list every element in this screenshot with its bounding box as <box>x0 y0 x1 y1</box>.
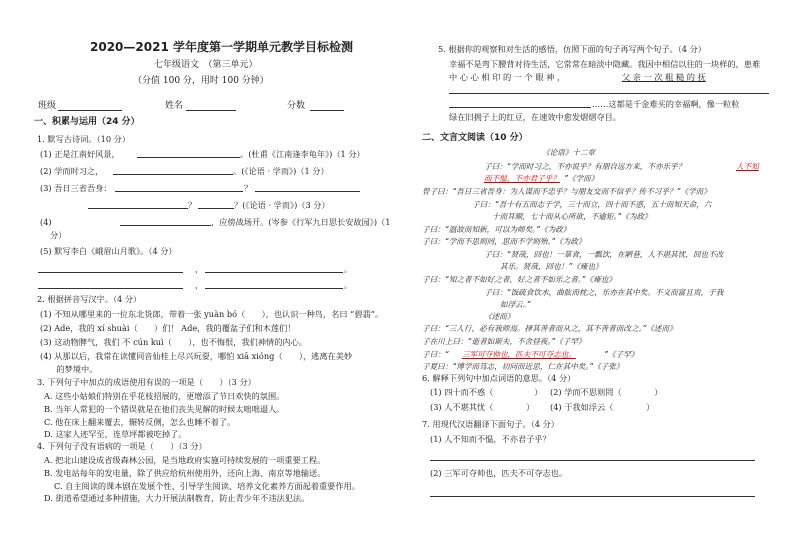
q1-poem-blank4[interactable] <box>205 288 343 289</box>
text-line-3: 子曰：“吾十有五而志于学，三十而立，四十而不惑，五十而知天命，六 <box>472 200 712 209</box>
text-line-3b: 十而耳顺，七十而从心所欲，不逾矩。”《为政》 <box>492 212 652 221</box>
text-line-1: 子曰：“学而时习之，不亦说乎？有朋自远方来，不亦乐乎？ <box>484 162 686 171</box>
name-label: 姓名 <box>165 101 184 111</box>
q1-line3-tail: ？ <box>244 183 253 193</box>
q4-option-c[interactable]: C. 自主阅读的课本剧在发展个性、引导学生阅读、培养文化素养方面起着重要作用。 <box>54 481 360 491</box>
q5-blank2[interactable] <box>449 107 591 108</box>
q3-option-a[interactable]: A. 这些小姑娘们特别在乎花枝招展的，更增添了节日欢快的氛围。 <box>44 391 285 401</box>
text-line-10: 子在川上曰：“逝者如斯夫，不舍昼夜。”《子罕》 <box>422 337 586 346</box>
q2-line4: (4) 从那以后，我常在读懂同音仙桂上尽兴玩耍，哪怕 xiā xióng（ ），逃离在美妙 <box>40 351 353 361</box>
q3-title: 3. 下列句子中加点的成语使用有误的一项是（ ）（3 分） <box>37 377 256 387</box>
text-line-8: 子曰：“饭疏食饮水，曲肱而枕之，乐亦在其中矣。不义而富且贵，于我 <box>484 288 724 297</box>
q1-line2-tail: 。(《论语 · 学而》)（1 分） <box>233 166 329 176</box>
q1-poem-period1: 。 <box>344 264 353 274</box>
q5-line2b: 父 亲 一 次 粗 糙 的 抚 <box>622 72 706 82</box>
q3-option-c[interactable]: C. 他在床上翻来覆去，辗转反侧，怎么也睡不着了。 <box>44 417 236 427</box>
q7-title: 7. 用现代汉语翻译下面句子。（4 分） <box>422 419 559 429</box>
q5-blank1[interactable] <box>449 93 769 94</box>
text-line-5: 子曰：“学而不思则罔，思而不学则殆。”《为政》 <box>422 237 586 246</box>
q4-option-b[interactable]: B. 发电站每年的发电量，除了供应给杭州使用外，还向上海、南京等地输送。 <box>44 468 326 478</box>
q6-item-1[interactable]: (1) 四十而不惑（ ） <box>430 387 543 397</box>
exam-subject: 七年级语文 （第三单元） <box>154 60 258 70</box>
q7-item-2: (2) 三军可夺帅也，匹夫不可夺志也。 <box>430 468 568 478</box>
class-label: 班级 <box>38 101 57 111</box>
q1-poem-blank1[interactable] <box>38 272 183 273</box>
text-line-9: 子曰：“三人行，必有我师焉。择其善者而从之，其不善者而改之。”《述而》 <box>422 324 677 333</box>
q1-line6: (5) 默写李白《峨眉山月歌》。（4 分） <box>40 246 177 256</box>
text-line-1c: ”《学而》 <box>564 174 599 183</box>
q1-blank2[interactable] <box>113 174 233 175</box>
q6-item-3[interactable]: (3) 人不堪其忧（ ） <box>430 402 535 412</box>
q5-line5: 绿在旧拥子上的红豆，在速效中愈发熠熠夺目。 <box>449 112 621 122</box>
q2-line1: (1) 不知从哪里来的一位东北货郎，带着一张 yuàn bó（ ），也认识一种鸟，名曰 “碧翡”。 <box>40 309 384 319</box>
class-blank[interactable] <box>58 110 122 111</box>
text-line-8b: 如浮云。” <box>500 300 531 309</box>
q1-line1: (1) 正是江南好风景， <box>40 149 120 159</box>
q1-line4-tail: ？(《论语 · 学而》)（3 分） <box>234 200 330 210</box>
q1-blank5[interactable] <box>88 208 188 209</box>
q7-answer-2[interactable] <box>430 496 755 497</box>
q1-poem-comma2: ， <box>195 280 204 290</box>
q1-poem-comma1: ， <box>195 264 204 274</box>
q1-title: 1. 默写古诗词。（10 分） <box>37 134 131 144</box>
text-line-12: 子夏曰：“博学而笃志，切问而近思，仁在其中矣。”《子张》 <box>422 362 624 371</box>
q5-line4: ……这都是千金难买的幸福啊，像一粒粒 <box>592 99 740 109</box>
q1-blank3[interactable] <box>115 191 243 192</box>
q2-title: 2. 根据拼音写汉字。（4 分） <box>37 294 142 304</box>
q7-item-1: (1) 人不知而不愠，不亦君子乎？ <box>430 434 551 444</box>
exam-score-time: （分值 100 分，用时 100 分钟） <box>133 76 269 86</box>
text-line-6: 子曰：“贤哉，回也！一箪食，一瓢饮，在陋巷，人不堪其忧，回也不改 <box>484 250 724 259</box>
q1-line5b: 分） <box>50 230 67 240</box>
q1-poem-blank2[interactable] <box>205 272 343 273</box>
text-line-6b: 其乐。贤哉，回也！”《雍也》 <box>500 262 603 271</box>
q5-title: 5. 根据你的观察和对生活的感悟，仿照下面的句子再写两个句子。（4 分） <box>438 44 706 54</box>
text-title: 《论语》十二章 <box>542 148 596 157</box>
q1-poem-period2: 。 <box>344 280 353 290</box>
q2-line2: (2) Ade，我的 xí shuài（ ）们！ Ade，我的覆盆子们和木莲们！ <box>40 323 296 333</box>
text-line-11b: ”《子罕》 <box>604 350 639 359</box>
text-line-2: 曾子曰：“吾日三省吾身：为人谋而不忠乎？与朋友交而不信乎？传不习乎？”《学而》 <box>422 187 711 196</box>
q1-blank1[interactable] <box>137 157 240 158</box>
q1-blank4[interactable] <box>255 191 360 192</box>
q3-option-d[interactable]: D. 这家人迹罕至，连草坪都被吃掉了。 <box>44 429 187 439</box>
q1-blank7[interactable] <box>120 225 211 226</box>
q3-option-b[interactable]: B. 当年人常犯的一个错误就是在他们丧失见解的时候太咄咄逼人。 <box>44 404 285 414</box>
score-blank[interactable] <box>310 110 344 111</box>
text-line-1b: 而不愠，不亦君子乎？ <box>484 174 560 183</box>
q4-title: 4. 下列句子没有语病的一项是（ ）（3 分） <box>37 441 207 451</box>
q6-item-2[interactable]: (2) 学而不思则罔（ ） <box>550 387 663 397</box>
q5-line2a: 中 心 心 相 印 的 一 个 眼 神 ， <box>449 72 566 82</box>
text-line-11-underlined: 三军可夺帅也，匹夫不可夺志也。 <box>462 350 576 359</box>
q1-line2: (2) 学而时习之， <box>40 166 104 176</box>
text-line-1-underlined: 人不知 <box>736 162 759 171</box>
q1-line5-label: (4) <box>40 217 52 227</box>
q1-poem-blank3[interactable] <box>38 288 183 289</box>
q5-line1: 幸福不是弯下腰背对待生活，它常常在暗淡中隐藏。我因中相信以往的一块样的，患难 <box>449 59 761 69</box>
q7-answer-1[interactable] <box>430 460 755 461</box>
q1-line3: (3) 吾日三省吾身： <box>40 183 112 193</box>
q6-title: 6. 解释下列句中加点词语的意思。（4 分） <box>422 373 576 383</box>
q2-line5: 的梦境中。 <box>40 364 98 374</box>
text-line-7: 子曰：“知之者不如好之者，好之者不如乐之者。”《雍也》 <box>422 275 616 284</box>
text-line-4: 子曰：“温故而知新，可以为师矣。”《为政》 <box>422 225 571 234</box>
q1-line1-tail: 。(杜甫《江南逢李龟年》)（1 分） <box>240 149 365 159</box>
section-heading-2: 二、文言文阅读（10 分） <box>422 133 528 143</box>
score-label: 分数 <box>287 101 306 111</box>
q2-line3: (3) 这动物脾气，我们 不 cún kuì（ ），也不悔恨，我们神情的内心。 <box>40 337 307 347</box>
text-line-11: 子曰：“ <box>422 350 449 359</box>
q1-blank6[interactable] <box>198 208 234 209</box>
q4-option-a[interactable]: A. 把北山建设成省级森林公园，是当地政府实施可持续发展的一项重要工程。 <box>44 455 326 465</box>
q4-option-d[interactable]: D. 街道希望通过多种措施，大力开展法制教育，防止青少年不违法犯法。 <box>44 493 310 503</box>
section-heading-1: 一、积累与运用（24 分） <box>34 117 140 127</box>
name-blank[interactable] <box>186 110 236 111</box>
right-column <box>400 0 794 549</box>
text-line-8c: 《述而》 <box>484 312 515 321</box>
exam-title: 2020—2021 学年度第一学期单元教学目标检测 <box>90 40 353 54</box>
q1-line5-tail: ，应傍战场开。(岑参《行军九日思长安故园》)（1 <box>211 217 391 227</box>
q6-item-4[interactable]: (4) 于我如浮云（ ） <box>550 402 655 412</box>
q1-line4-mid: ？ <box>188 200 197 210</box>
